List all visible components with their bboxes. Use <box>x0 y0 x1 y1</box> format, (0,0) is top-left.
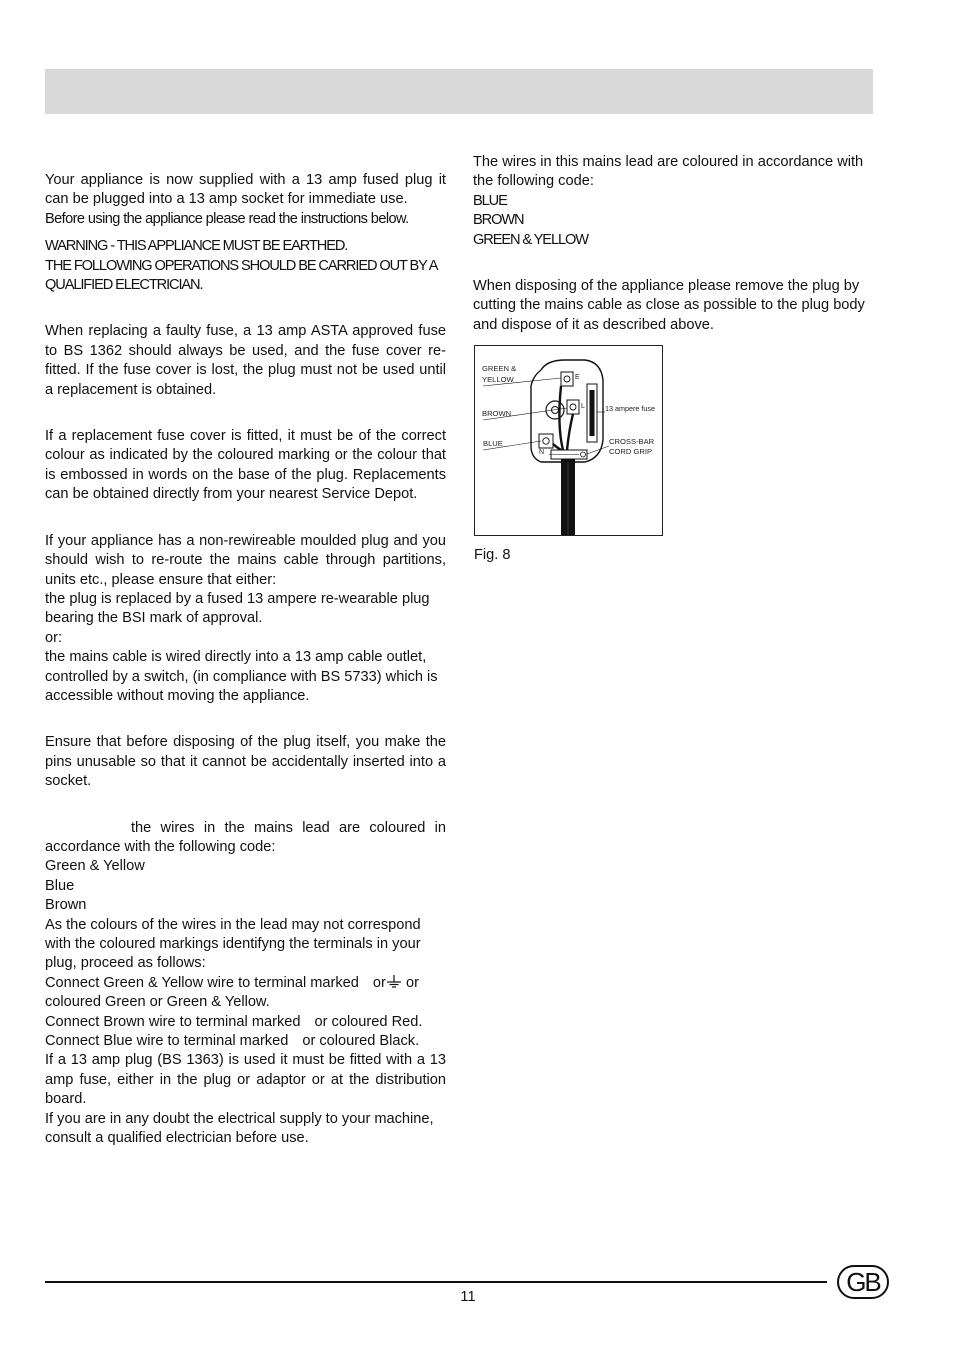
connect-green-yellow-text: Connect Green & Yellow wire to terminal marked <box>45 974 359 991</box>
fuse-cover-paragraph: If a replacement fuse cover is fitted, it must be of the correct colour as indicated by the coloured marking or the colour that is embossed in words on the base of the plug. Replacements can be obtained directly from your nearest Service Depot. <box>45 428 446 503</box>
label-green-yellow-line2: YELLOW <box>482 375 514 384</box>
wire-code-blue: Blue <box>45 877 75 894</box>
reroute-option-a: the plug is replaced by a fused 13 ampere re-wearable plug bearing the BSI mark of approval. <box>45 590 430 627</box>
warning-electrician: THE FOLLOWING OPERATIONS SHOULD BE CARRIED OUT BY A QUALIFIED ELECTRICIAN. <box>45 257 437 294</box>
earth-symbol-icon <box>386 975 402 989</box>
section-header-bar <box>45 69 873 114</box>
connect-brown <box>45 1013 446 1032</box>
fuse-requirement-paragraph: If a 13 amp plug (BS 1363) is used it must be fitted with a 13 amp fuse, either in the plug or adaptor or at the distribution board. <box>45 1052 446 1108</box>
warning-earthed: WARNING - THIS APPLIANCE MUST BE EARTHED. <box>45 238 348 255</box>
label-cord-grip-line2: CORD GRIP <box>609 447 653 456</box>
consult-electrician-paragraph: If you are in any doubt the electrical supply to your machine, consult a qualified electrician before use. <box>45 1110 434 1147</box>
label-green-yellow-line1: GREEN & <box>482 364 517 373</box>
label-cord-grip-line1: CROSS-BAR <box>609 437 655 446</box>
intro-note: Before using the appliance please read the instructions below. <box>45 210 409 227</box>
label-fuse: 13 ampere fuse <box>605 404 655 413</box>
connect-green-yellow-tail: or coloured Green or Green & Yellow. <box>45 974 419 1011</box>
left-column <box>45 171 446 1148</box>
terminal-n-marker: N <box>539 449 545 456</box>
footer-rule <box>45 1281 827 1283</box>
connect-blue <box>45 1032 446 1051</box>
label-blue: BLUE <box>483 439 503 448</box>
mains-code-brown: BROWN <box>473 212 524 229</box>
language-badge: GB <box>837 1265 889 1299</box>
connect-brown-tail: or coloured Red. <box>314 1013 423 1030</box>
colour-mismatch-paragraph: As the colours of the wires in the lead may not correspond with the coloured markings identifyng the terminals in your plug, proceed as follows: <box>45 916 421 972</box>
terminal-e-marker: E <box>575 374 580 381</box>
right-column <box>473 153 874 335</box>
disposal-plug-paragraph: Ensure that before disposing of the plug itself, you make the pins unusable so that it cannot be accidentally inserted into a socket. <box>45 734 446 790</box>
mains-code-green-yellow: GREEN & YELLOW <box>473 231 588 248</box>
label-brown: BROWN <box>482 409 512 418</box>
terminal-l-marker: L <box>581 403 585 410</box>
intro-paragraph: Your appliance is now supplied with a 13 amp fused plug it can be plugged into a 13 amp socket for immediate use. <box>45 172 446 208</box>
disposal-appliance-paragraph: When disposing of the appliance please remove the plug by cutting the mains cable as close as possible to the plug body and dispose of it as described above. <box>473 278 865 333</box>
wire-code-paragraph <box>45 819 446 858</box>
mains-code-blue: BLUE <box>473 192 507 209</box>
reroute-or: or: <box>45 629 63 646</box>
reroute-paragraph: If your appliance has a non-rewireable moulded plug and you should wish to re-route the mains cable through partitions, units etc., please ensure that either: <box>45 532 446 588</box>
connect-green-yellow <box>45 974 446 1013</box>
connect-blue-tail: or coloured Black. <box>302 1033 420 1050</box>
fuse-replacement-paragraph: When replacing a faulty fuse, a 13 amp ASTA approved fuse to BS 1362 should always be used, and the fuse cover re-fitted. If the fuse cover is lost, the plug must not be used until a replacement is obtained. <box>45 323 446 398</box>
connect-blue-text: Connect Blue wire to terminal marked <box>45 1033 289 1050</box>
figure-caption: Fig. 8 <box>474 547 511 563</box>
plug-wiring-figure <box>474 345 663 536</box>
wire-code-text: the wires in the mains lead are coloured in accordance with the following code: <box>45 819 446 855</box>
connect-brown-text: Connect Brown wire to terminal marked <box>45 1013 301 1030</box>
page-number: 11 <box>460 1289 476 1305</box>
connect-green-yellow-or: or <box>372 974 386 991</box>
mains-lead-code-paragraph: The wires in this mains lead are coloured in accordance with the following code: <box>473 154 864 190</box>
reroute-option-b: the mains cable is wired directly into a 13 amp cable outlet, controlled by a switch, (in compliance with BS 5733) which is accessible without moving the appliance. <box>45 649 438 704</box>
wire-code-brown: Brown <box>45 897 87 914</box>
wire-code-green-yellow: Green & Yellow <box>45 858 145 875</box>
